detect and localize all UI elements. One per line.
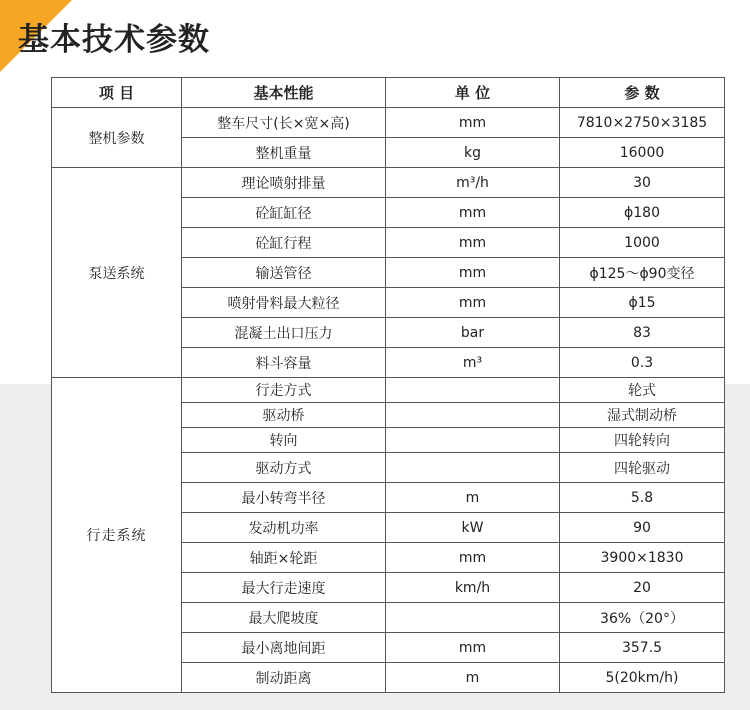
header-param: 参 数 xyxy=(560,78,725,108)
cell-performance: 最小转弯半径 xyxy=(182,483,386,513)
cell-performance: 最小离地间距 xyxy=(182,633,386,663)
cell-param: 0.3 xyxy=(560,348,725,378)
cell-param: ϕ15 xyxy=(560,288,725,318)
cell-param: 7810×2750×3185 xyxy=(560,108,725,138)
cell-performance: 最大行走速度 xyxy=(182,573,386,603)
page-title: 基本技术参数 xyxy=(18,22,210,58)
cell-unit xyxy=(386,603,560,633)
cell-performance: 理论喷射排量 xyxy=(182,168,386,198)
cell-param: ϕ180 xyxy=(560,198,725,228)
group-label-pump: 泵送系统 xyxy=(52,168,182,378)
cell-unit: m xyxy=(386,483,560,513)
cell-performance: 整车尺寸(长×宽×高) xyxy=(182,108,386,138)
cell-unit: mm xyxy=(386,288,560,318)
cell-unit xyxy=(386,378,560,403)
group-label-machine: 整机参数 xyxy=(52,108,182,168)
cell-param: 357.5 xyxy=(560,633,725,663)
cell-param: 5.8 xyxy=(560,483,725,513)
cell-unit xyxy=(386,403,560,428)
cell-param: 3900×1830 xyxy=(560,543,725,573)
table-row xyxy=(52,108,725,138)
cell-performance: 发动机功率 xyxy=(182,513,386,543)
header-unit: 单 位 xyxy=(386,78,560,108)
cell-unit: mm xyxy=(386,198,560,228)
cell-unit: m³ xyxy=(386,348,560,378)
cell-param: 四轮转向 xyxy=(560,428,725,453)
cell-performance: 砼缸行程 xyxy=(182,228,386,258)
cell-param: 16000 xyxy=(560,138,725,168)
cell-performance: 喷射骨料最大粒径 xyxy=(182,288,386,318)
cell-performance: 最大爬坡度 xyxy=(182,603,386,633)
cell-performance: 轴距×轮距 xyxy=(182,543,386,573)
cell-unit: mm xyxy=(386,258,560,288)
cell-unit: mm xyxy=(386,543,560,573)
cell-param: 5(20km/h) xyxy=(560,663,725,693)
cell-param: 90 xyxy=(560,513,725,543)
cell-param: 四轮驱动 xyxy=(560,453,725,483)
group-label-travel: 行走系统 xyxy=(52,378,182,693)
table-row xyxy=(52,378,725,403)
cell-param: 轮式 xyxy=(560,378,725,403)
cell-param: 30 xyxy=(560,168,725,198)
header-row xyxy=(52,78,725,108)
cell-unit: m xyxy=(386,663,560,693)
cell-param: 湿式制动桥 xyxy=(560,403,725,428)
cell-unit xyxy=(386,453,560,483)
cell-unit: mm xyxy=(386,228,560,258)
cell-performance: 输送管径 xyxy=(182,258,386,288)
cell-performance: 驱动方式 xyxy=(182,453,386,483)
cell-param: 20 xyxy=(560,573,725,603)
cell-unit: km/h xyxy=(386,573,560,603)
cell-performance: 混凝土出口压力 xyxy=(182,318,386,348)
cell-unit xyxy=(386,428,560,453)
spec-table xyxy=(51,77,725,693)
cell-param: 36%（20°） xyxy=(560,603,725,633)
cell-param: 1000 xyxy=(560,228,725,258)
cell-performance: 转向 xyxy=(182,428,386,453)
cell-performance: 驱动桥 xyxy=(182,403,386,428)
cell-unit: mm xyxy=(386,633,560,663)
table-row xyxy=(52,168,725,198)
cell-unit: m³/h xyxy=(386,168,560,198)
cell-performance: 行走方式 xyxy=(182,378,386,403)
cell-unit: kW xyxy=(386,513,560,543)
cell-param: ϕ125～ϕ90变径 xyxy=(560,258,725,288)
cell-unit: kg xyxy=(386,138,560,168)
header-performance: 基本性能 xyxy=(182,78,386,108)
cell-performance: 整机重量 xyxy=(182,138,386,168)
cell-performance: 制动距离 xyxy=(182,663,386,693)
cell-performance: 料斗容量 xyxy=(182,348,386,378)
cell-performance: 砼缸缸径 xyxy=(182,198,386,228)
cell-unit: bar xyxy=(386,318,560,348)
cell-unit: mm xyxy=(386,108,560,138)
header-item: 项 目 xyxy=(52,78,182,108)
cell-param: 83 xyxy=(560,318,725,348)
